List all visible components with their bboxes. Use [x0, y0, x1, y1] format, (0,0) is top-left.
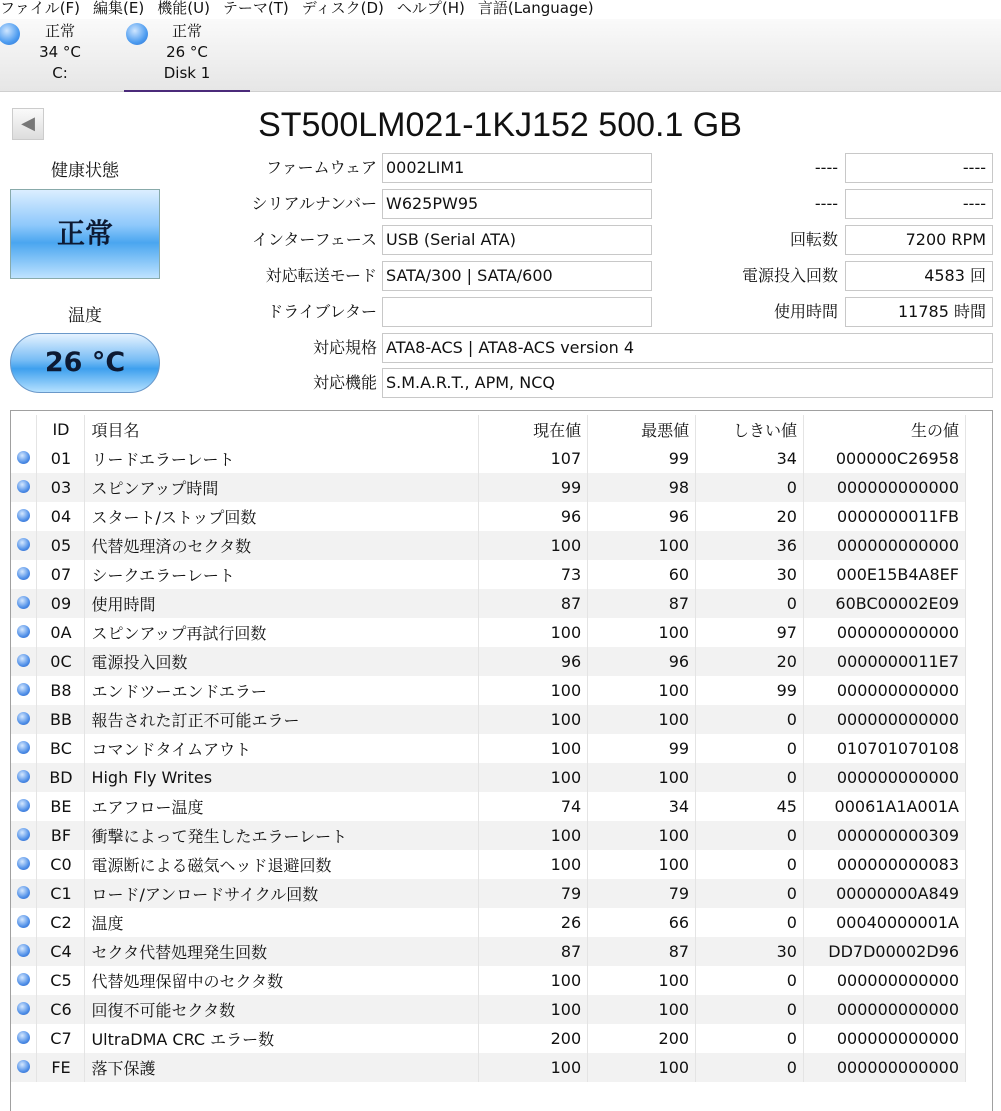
table-row[interactable]: [11, 502, 966, 531]
right-field-value[interactable]: 11785 時間: [845, 297, 993, 327]
right-field-value[interactable]: ----: [845, 153, 993, 183]
status-dot-icon: [17, 799, 30, 812]
right-field-value[interactable]: ----: [845, 189, 993, 219]
attr-threshold: 0: [696, 966, 804, 995]
attr-id: C2: [37, 908, 85, 937]
attr-current: 107: [479, 444, 588, 473]
table-row[interactable]: [11, 763, 966, 792]
attr-threshold: 45: [696, 792, 804, 821]
table-row[interactable]: [11, 705, 966, 734]
attr-current: 87: [479, 937, 588, 966]
disk-name: Disk 1: [163, 64, 211, 82]
table-row[interactable]: [11, 792, 966, 821]
status-dot-icon: [17, 1002, 30, 1015]
attr-worst: 100: [588, 705, 696, 734]
attr-current: 100: [479, 850, 588, 879]
attr-worst: 100: [588, 618, 696, 647]
attr-id: BB: [37, 705, 85, 734]
attr-raw: 00000000A849: [803, 879, 965, 908]
status-dot-icon: [17, 1031, 30, 1044]
table-row[interactable]: [11, 937, 966, 966]
temperature-label: 温度: [68, 306, 102, 326]
attr-raw: 000000000000: [803, 1024, 965, 1053]
status-dot-icon: [17, 480, 30, 493]
disk-temp: 26 °C: [166, 43, 208, 61]
disk-tab[interactable]: [124, 19, 250, 92]
attr-name: コマンドタイムアウト: [85, 734, 479, 763]
attr-raw: 000000000000: [803, 473, 965, 502]
attr-threshold: 0: [696, 821, 804, 850]
previous-disk-button[interactable]: [12, 108, 44, 140]
attr-worst: 34: [588, 792, 696, 821]
attr-worst: 100: [588, 676, 696, 705]
attr-name: シークエラーレート: [85, 560, 479, 589]
status-dot-icon: [17, 857, 30, 870]
attr-id: C4: [37, 937, 85, 966]
attr-current: 200: [479, 1024, 588, 1053]
attr-threshold: 0: [696, 850, 804, 879]
attr-id: BF: [37, 821, 85, 850]
table-row[interactable]: [11, 444, 966, 473]
attr-current: 99: [479, 473, 588, 502]
attr-id: 03: [37, 473, 85, 502]
attr-name: 電源断による磁気ヘッド退避回数: [85, 850, 479, 879]
attr-current: 100: [479, 618, 588, 647]
attr-worst: 100: [588, 966, 696, 995]
attr-id: 0C: [37, 647, 85, 676]
attr-current: 26: [479, 908, 588, 937]
attr-id: C0: [37, 850, 85, 879]
field-label: 対応転送モード: [265, 266, 377, 285]
status-dot-icon: [17, 509, 30, 522]
status-dot-icon: [17, 683, 30, 696]
attr-id: C6: [37, 995, 85, 1024]
table-row[interactable]: [11, 821, 966, 850]
attr-name: 電源投入回数: [85, 647, 479, 676]
attr-raw: 0000000011E7: [803, 647, 965, 676]
col-id[interactable]: ID: [37, 415, 85, 444]
field-label: ファームウェア: [265, 158, 377, 177]
attr-raw: 000000000000: [803, 618, 965, 647]
attr-name: UltraDMA CRC エラー数: [85, 1024, 479, 1053]
attr-id: 0A: [37, 618, 85, 647]
attr-current: 100: [479, 995, 588, 1024]
disk-name: C:: [52, 64, 68, 82]
attr-raw: 60BC00002E09: [803, 589, 965, 618]
attr-worst: 99: [588, 734, 696, 763]
attr-raw: 0000000011FB: [803, 502, 965, 531]
attr-name: リードエラーレート: [85, 444, 479, 473]
attr-name: 使用時間: [85, 589, 479, 618]
menu-item[interactable]: ヘルプ(H): [396, 0, 465, 17]
attr-threshold: 0: [696, 995, 804, 1024]
menu-item[interactable]: ファイル(F): [0, 0, 81, 17]
right-field-label: ----: [814, 194, 838, 213]
attr-threshold: 20: [696, 647, 804, 676]
attr-current: 96: [479, 502, 588, 531]
field-label: インターフェース: [252, 230, 377, 249]
field-label: ドライブレター: [267, 302, 377, 321]
attr-raw: 000000000000: [803, 763, 965, 792]
field-label: 対応規格: [312, 338, 377, 357]
attr-worst: 87: [588, 589, 696, 618]
attr-worst: 100: [588, 850, 696, 879]
attr-name: スピンアップ再試行回数: [85, 618, 479, 647]
table-row[interactable]: [11, 850, 966, 879]
status-dot-icon: [17, 770, 30, 783]
attr-threshold: 0: [696, 705, 804, 734]
right-field-label: 回転数: [789, 230, 838, 249]
col-status: [11, 415, 37, 444]
attr-name: スピンアップ時間: [85, 473, 479, 502]
table-row[interactable]: [11, 560, 966, 589]
attr-id: C7: [37, 1024, 85, 1053]
field-value[interactable]: USB (Serial ATA): [382, 225, 652, 255]
field-label: シリアルナンバー: [251, 194, 377, 213]
attr-id: 04: [37, 502, 85, 531]
table-row[interactable]: [11, 531, 966, 560]
table-row[interactable]: [11, 676, 966, 705]
table-row[interactable]: [11, 1024, 966, 1053]
status-dot-icon: [17, 712, 30, 725]
attr-worst: 98: [588, 473, 696, 502]
smart-table[interactable]: [10, 410, 993, 1111]
status-dot-icon: [17, 915, 30, 928]
disk-status: 正常: [171, 22, 202, 40]
attr-current: 100: [479, 531, 588, 560]
attr-current: 100: [479, 705, 588, 734]
status-dot-icon: [17, 886, 30, 899]
health-status-button[interactable]: 正常: [10, 189, 160, 279]
table-row[interactable]: [11, 879, 966, 908]
attr-worst: 60: [588, 560, 696, 589]
attr-raw: 000000000000: [803, 1053, 965, 1082]
attr-id: FE: [37, 1053, 85, 1082]
status-orb-icon: [126, 23, 148, 45]
field-value[interactable]: 0002LIM1: [382, 153, 652, 183]
table-row[interactable]: [11, 618, 966, 647]
col-raw[interactable]: 生の値: [803, 415, 965, 444]
attr-name: 回復不可能セクタ数: [85, 995, 479, 1024]
menu-item[interactable]: 言語(Language): [477, 0, 594, 17]
attr-worst: 96: [588, 647, 696, 676]
attr-id: 05: [37, 531, 85, 560]
attr-raw: 000000000083: [803, 850, 965, 879]
left-arrow-icon: ◀: [21, 113, 35, 134]
disk-temp: 34 °C: [39, 43, 81, 61]
attr-threshold: 36: [696, 531, 804, 560]
menu-item[interactable]: ディスク(D): [301, 0, 384, 17]
attr-name: 代替処理済のセクタ数: [85, 531, 479, 560]
status-dot-icon: [17, 828, 30, 841]
menu-item[interactable]: 機能(U): [157, 0, 210, 17]
attr-worst: 87: [588, 937, 696, 966]
attr-current: 100: [479, 821, 588, 850]
attr-current: 96: [479, 647, 588, 676]
attr-id: B8: [37, 676, 85, 705]
attr-name: 温度: [85, 908, 479, 937]
attr-worst: 99: [588, 444, 696, 473]
status-dot-icon: [17, 1060, 30, 1073]
attr-id: 07: [37, 560, 85, 589]
attr-name: セクタ代替処理発生回数: [85, 937, 479, 966]
attr-raw: 010701070108: [803, 734, 965, 763]
col-name[interactable]: 項目名: [85, 415, 479, 444]
attr-current: 100: [479, 763, 588, 792]
attr-threshold: 20: [696, 502, 804, 531]
right-field-value[interactable]: 7200 RPM: [845, 225, 993, 255]
attr-worst: 100: [588, 821, 696, 850]
disk-tabs: [0, 19, 1001, 92]
attr-worst: 100: [588, 531, 696, 560]
table-row[interactable]: [11, 734, 966, 763]
attr-id: BC: [37, 734, 85, 763]
attr-id: 01: [37, 444, 85, 473]
field-value[interactable]: SATA/300 | SATA/600: [382, 261, 652, 291]
right-field-label: 電源投入回数: [741, 266, 838, 285]
status-dot-icon: [17, 944, 30, 957]
attr-id: 09: [37, 589, 85, 618]
attr-name: ロード/アンロードサイクル回数: [85, 879, 479, 908]
attr-current: 79: [479, 879, 588, 908]
attr-current: 73: [479, 560, 588, 589]
attr-threshold: 34: [696, 444, 804, 473]
status-dot-icon: [17, 973, 30, 986]
table-row[interactable]: [11, 473, 966, 502]
attr-worst: 100: [588, 995, 696, 1024]
attr-threshold: 0: [696, 734, 804, 763]
attr-worst: 200: [588, 1024, 696, 1053]
attr-threshold: 97: [696, 618, 804, 647]
attr-threshold: 0: [696, 1024, 804, 1053]
attr-id: BD: [37, 763, 85, 792]
field-value[interactable]: W625PW95: [382, 189, 652, 219]
status-dot-icon: [17, 567, 30, 580]
status-dot-icon: [17, 741, 30, 754]
attr-name: 報告された訂正不可能エラー: [85, 705, 479, 734]
attr-current: 74: [479, 792, 588, 821]
attr-name: 代替処理保留中のセクタ数: [85, 966, 479, 995]
status-dot-icon: [17, 654, 30, 667]
attr-raw: 000000C26958: [803, 444, 965, 473]
field-value[interactable]: S.M.A.R.T., APM, NCQ: [382, 368, 993, 398]
attr-threshold: 30: [696, 937, 804, 966]
attr-threshold: 0: [696, 763, 804, 792]
attr-id: C1: [37, 879, 85, 908]
attr-name: スタート/ストップ回数: [85, 502, 479, 531]
health-label: 健康状態: [51, 161, 119, 181]
menu-item[interactable]: テーマ(T): [222, 0, 289, 17]
attr-threshold: 0: [696, 1053, 804, 1082]
right-field-value[interactable]: 4583 回: [845, 261, 993, 291]
table-row[interactable]: [11, 966, 966, 995]
menu-item[interactable]: 編集(E): [93, 0, 145, 17]
attr-current: 100: [479, 1053, 588, 1082]
status-dot-icon: [17, 451, 30, 464]
attr-worst: 66: [588, 908, 696, 937]
attr-worst: 100: [588, 1053, 696, 1082]
right-field-label: 使用時間: [773, 302, 838, 321]
col-threshold[interactable]: しきい値: [696, 415, 804, 444]
attr-threshold: 0: [696, 879, 804, 908]
attr-threshold: 0: [696, 589, 804, 618]
attr-raw: 000000000000: [803, 705, 965, 734]
attr-worst: 96: [588, 502, 696, 531]
attr-raw: 000E15B4A8EF: [803, 560, 965, 589]
attr-raw: DD7D00002D96: [803, 937, 965, 966]
status-dot-icon: [17, 538, 30, 551]
attr-threshold: 0: [696, 908, 804, 937]
attr-name: 落下保護: [85, 1053, 479, 1082]
attr-raw: 000000000000: [803, 676, 965, 705]
field-label: 対応機能: [312, 373, 377, 392]
attr-raw: 000000000000: [803, 531, 965, 560]
table-row[interactable]: [11, 995, 966, 1024]
table-row[interactable]: [11, 647, 966, 676]
attr-threshold: 0: [696, 473, 804, 502]
field-value[interactable]: ATA8-ACS | ATA8-ACS version 4: [382, 333, 993, 363]
attr-id: BE: [37, 792, 85, 821]
attr-raw: 00061A1A001A: [803, 792, 965, 821]
attr-threshold: 99: [696, 676, 804, 705]
menu-bar: [0, 0, 1001, 19]
attr-id: C5: [37, 966, 85, 995]
table-row[interactable]: [11, 589, 966, 618]
col-current[interactable]: 現在値: [479, 415, 588, 444]
attr-raw: 00040000001A: [803, 908, 965, 937]
attr-name: High Fly Writes: [85, 763, 479, 792]
status-dot-icon: [17, 625, 30, 638]
attr-worst: 100: [588, 763, 696, 792]
temperature-display: 26 °C: [10, 333, 160, 393]
attr-current: 100: [479, 734, 588, 763]
col-worst[interactable]: 最悪値: [588, 415, 696, 444]
attr-worst: 79: [588, 879, 696, 908]
attr-raw: 000000000000: [803, 966, 965, 995]
disk-status: 正常: [44, 22, 75, 40]
drive-title: ST500LM021-1KJ152 500.1 GB: [258, 106, 742, 144]
field-value[interactable]: [382, 297, 652, 327]
attr-current: 100: [479, 966, 588, 995]
attr-name: エンドツーエンドエラー: [85, 676, 479, 705]
table-row[interactable]: [11, 908, 966, 937]
status-dot-icon: [17, 596, 30, 609]
attr-threshold: 30: [696, 560, 804, 589]
right-field-label: ----: [814, 158, 838, 177]
attr-name: エアフロー温度: [85, 792, 479, 821]
disk-tab[interactable]: [0, 19, 120, 92]
table-row[interactable]: [11, 1053, 966, 1082]
attr-name: 衝撃によって発生したエラーレート: [85, 821, 479, 850]
attr-current: 87: [479, 589, 588, 618]
attr-raw: 000000000309: [803, 821, 965, 850]
attr-raw: 000000000000: [803, 995, 965, 1024]
attr-current: 100: [479, 676, 588, 705]
